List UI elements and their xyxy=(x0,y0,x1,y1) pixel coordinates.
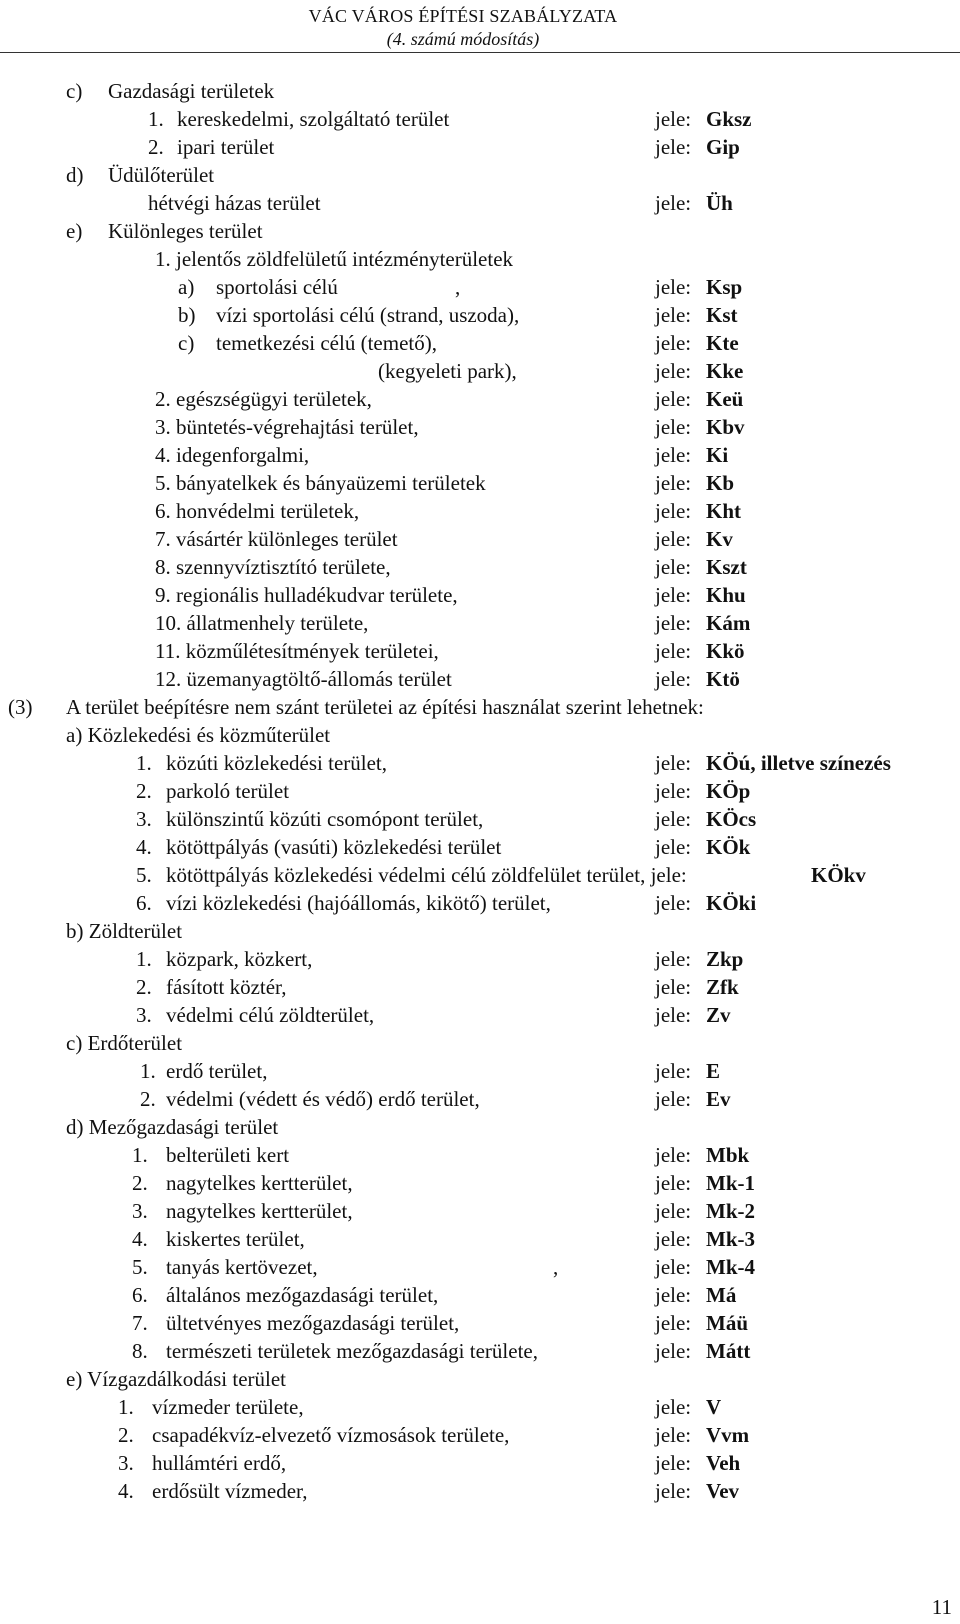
line-text: jele: xyxy=(655,443,692,467)
line-text: jele: xyxy=(655,555,692,579)
document-subtitle: (4. számú módosítás) xyxy=(386,29,540,49)
zone-code: Kám xyxy=(706,611,751,635)
line-text: 11. közműlétesítmények területei, xyxy=(155,639,439,663)
document-line xyxy=(0,693,960,721)
zone-code: KÖp xyxy=(706,779,751,803)
line-text: közpark, közkert, xyxy=(166,947,313,971)
zone-code: KÖú, illetve színezés xyxy=(706,751,891,775)
line-text: parkoló terület xyxy=(166,779,290,803)
document-line xyxy=(0,805,960,833)
document-line xyxy=(0,1001,960,1029)
zone-code: KÖkv xyxy=(811,863,866,887)
zone-code: Vvm xyxy=(706,1423,750,1447)
line-text: 1. xyxy=(136,947,152,971)
zone-code: Máü xyxy=(706,1311,748,1335)
line-text: vízmeder területe, xyxy=(152,1395,304,1419)
line-text: különszintű közúti csomópont terület, xyxy=(166,807,484,831)
line-text: jele: xyxy=(655,415,692,439)
line-text: jele: xyxy=(655,947,692,971)
zone-code: Kte xyxy=(706,331,739,355)
line-text: jele: xyxy=(655,807,692,831)
document-line xyxy=(0,1337,960,1365)
document-line xyxy=(0,245,960,273)
line-text: 2. xyxy=(136,779,152,803)
zone-code: Kkö xyxy=(706,639,745,663)
line-text: jele: xyxy=(655,331,692,355)
document-line xyxy=(0,385,960,413)
zone-code: Kht xyxy=(706,499,742,523)
line-text: 1. xyxy=(132,1143,148,1167)
line-text: védelmi célú zöldterület, xyxy=(166,1003,375,1027)
line-text: természeti területek mezőgazdasági területe, xyxy=(166,1339,538,1363)
line-text: jele: xyxy=(655,527,692,551)
line-text: 1. xyxy=(118,1395,134,1419)
line-text: 2. xyxy=(132,1171,148,1195)
header-rule xyxy=(0,52,960,53)
line-text: jele: xyxy=(655,359,692,383)
line-text: jele: xyxy=(655,1227,692,1251)
line-text: jele: xyxy=(655,975,692,999)
line-text: jele: xyxy=(655,1087,692,1111)
line-text: ipari terület xyxy=(177,135,275,159)
zone-code: Vev xyxy=(706,1479,740,1503)
line-text: jele: xyxy=(655,1059,692,1083)
line-text: általános mezőgazdasági terület, xyxy=(166,1283,439,1307)
document-line xyxy=(0,1449,960,1477)
zone-code: KÖcs xyxy=(706,807,757,831)
document-line xyxy=(0,1169,960,1197)
line-text: e) Vízgazdálkodási terület xyxy=(66,1367,287,1391)
line-text: kötöttpályás (vasúti) közlekedési terület xyxy=(166,835,502,859)
line-text: 3. xyxy=(118,1451,134,1475)
document-line xyxy=(0,1029,960,1057)
zone-code: Ev xyxy=(706,1087,731,1111)
document-title: VÁC VÁROS ÉPÍTÉSI SZABÁLYZATA xyxy=(308,6,618,26)
zone-code: E xyxy=(706,1059,721,1083)
line-text: 4. idegenforgalmi, xyxy=(155,443,310,467)
line-text: vízi közlekedési (hajóállomás, kikötő) terület, xyxy=(166,891,551,915)
zone-code: Mátt xyxy=(706,1339,751,1363)
zone-code: Gip xyxy=(706,135,740,159)
line-text: jele: xyxy=(655,275,692,299)
zone-code: Kv xyxy=(706,527,733,551)
document-line xyxy=(0,581,960,609)
line-text: jele: xyxy=(655,1451,692,1475)
zone-code: Zv xyxy=(706,1003,731,1027)
document-line xyxy=(0,357,960,385)
zone-code: KÖki xyxy=(706,891,757,915)
line-text: nagytelkes kertterület, xyxy=(166,1199,353,1223)
line-text: , xyxy=(553,1255,559,1279)
line-text: jele: xyxy=(655,1143,692,1167)
document-line xyxy=(0,1085,960,1113)
document-line xyxy=(0,1225,960,1253)
document-line xyxy=(0,917,960,945)
document-line xyxy=(0,161,960,189)
zone-code: Veh xyxy=(706,1451,741,1475)
zone-code: Má xyxy=(706,1283,737,1307)
document-line xyxy=(0,1113,960,1141)
line-text: vízi sportolási célú (strand, uszoda), xyxy=(216,303,520,327)
line-text: jele: xyxy=(655,1171,692,1195)
line-text: közúti közlekedési terület, xyxy=(166,751,388,775)
line-text: 8. xyxy=(132,1339,148,1363)
line-text: fásított köztér, xyxy=(166,975,287,999)
line-text: 2. xyxy=(140,1087,156,1111)
line-text: jele: xyxy=(655,1311,692,1335)
line-text: 2. egészségügyi területek, xyxy=(155,387,372,411)
line-text: belterületi kert xyxy=(166,1143,290,1167)
line-text: jele: xyxy=(655,1199,692,1223)
zone-code: Mk-1 xyxy=(706,1171,755,1195)
line-text: 7. vásártér különleges terület xyxy=(155,527,398,551)
line-text: 3. xyxy=(132,1199,148,1223)
line-text: d) xyxy=(66,163,84,187)
line-text: Gazdasági területek xyxy=(108,79,275,103)
document-line xyxy=(0,777,960,805)
document-line xyxy=(0,1141,960,1169)
document-line xyxy=(0,861,960,889)
document-line xyxy=(0,973,960,1001)
document-line xyxy=(0,273,960,301)
line-text: tanyás kertövezet, xyxy=(166,1255,318,1279)
document-line xyxy=(0,217,960,245)
document-line xyxy=(0,301,960,329)
document-line xyxy=(0,889,960,917)
line-text: 9. regionális hulladékudvar területe, xyxy=(155,583,458,607)
line-text: 5. xyxy=(136,863,152,887)
document-line xyxy=(0,525,960,553)
line-text: hétvégi házas terület xyxy=(148,191,321,215)
line-text: 4. xyxy=(118,1479,134,1503)
line-text: 3. büntetés-végrehajtási terület, xyxy=(155,415,419,439)
line-text: jele: xyxy=(655,835,692,859)
line-text: e) xyxy=(66,219,83,243)
line-text: jele: xyxy=(655,135,692,159)
line-text: ültetvényes mezőgazdasági terület, xyxy=(166,1311,460,1335)
line-text: 5. bányatelkek és bányaüzemi területek xyxy=(155,471,486,495)
line-text: temetkezési célú (temető), xyxy=(216,331,437,355)
zone-code: Mbk xyxy=(706,1143,750,1167)
zone-code: Kbv xyxy=(706,415,745,439)
line-text: jele: xyxy=(655,303,692,327)
line-text: 7. xyxy=(132,1311,148,1335)
line-text: jele: xyxy=(655,779,692,803)
zone-code: Mk-2 xyxy=(706,1199,755,1223)
document-line xyxy=(0,721,960,749)
zone-code: KÖk xyxy=(706,835,751,859)
line-text: , xyxy=(455,275,461,299)
line-text: 4. xyxy=(136,835,152,859)
zone-code: Üh xyxy=(706,191,733,215)
document-line xyxy=(0,497,960,525)
document-line xyxy=(0,1253,960,1281)
document-line xyxy=(0,1365,960,1393)
zone-code: Kke xyxy=(706,359,744,383)
line-text: jele: xyxy=(655,387,692,411)
line-text: 10. állatmenhely területe, xyxy=(155,611,369,635)
document-line xyxy=(0,833,960,861)
zone-code: Keü xyxy=(706,387,744,411)
line-text: 12. üzemanyagtöltő-állomás terület xyxy=(155,667,452,691)
zone-code: V xyxy=(706,1395,722,1419)
zone-code: Ksp xyxy=(706,275,743,299)
line-text: 2. xyxy=(136,975,152,999)
line-text: 6. honvédelmi területek, xyxy=(155,499,360,523)
zone-code: Ktö xyxy=(706,667,740,691)
line-text: jele: xyxy=(655,1255,692,1279)
line-text: kereskedelmi, szolgáltató terület xyxy=(177,107,450,131)
page-number: 11 xyxy=(931,1595,952,1619)
line-text: b) Zöldterület xyxy=(66,919,183,943)
line-text: 6. xyxy=(132,1283,148,1307)
line-text: c) Erdőterület xyxy=(66,1031,183,1055)
zone-code: Kb xyxy=(706,471,735,495)
line-text: kötöttpályás közlekedési védelmi célú zöldfelület terület, jele: xyxy=(166,863,687,887)
line-text: jele: xyxy=(655,667,692,691)
line-text: c) xyxy=(178,331,195,355)
line-text: (kegyeleti park), xyxy=(378,359,517,383)
line-text: (3) xyxy=(8,695,33,719)
line-text: csapadékvíz-elvezető vízmosások területe, xyxy=(152,1423,510,1447)
document-line xyxy=(0,413,960,441)
line-text: A terület beépítésre nem szánt területei az építési használat szerint lehetnek: xyxy=(66,695,704,719)
document-line xyxy=(0,441,960,469)
line-text: jele: xyxy=(655,191,692,215)
document-line xyxy=(0,609,960,637)
line-text: sportolási célú xyxy=(216,275,338,299)
line-text: 2. xyxy=(148,135,164,159)
line-text: jele: xyxy=(655,751,692,775)
zone-code: Zfk xyxy=(706,975,739,999)
line-text: jele: xyxy=(655,1395,692,1419)
line-text: jele: xyxy=(655,1003,692,1027)
document-line xyxy=(0,329,960,357)
line-text: jele: xyxy=(655,639,692,663)
line-text: jele: xyxy=(655,1339,692,1363)
line-text: védelmi (védett és védő) erdő terület, xyxy=(166,1087,480,1111)
line-text: 2. xyxy=(118,1423,134,1447)
document-line xyxy=(0,665,960,693)
line-text: b) xyxy=(178,303,196,327)
line-text: erdő terület, xyxy=(166,1059,268,1083)
document-line xyxy=(0,1309,960,1337)
document-line xyxy=(0,749,960,777)
zone-code: Mk-3 xyxy=(706,1227,755,1251)
document-line xyxy=(0,1281,960,1309)
line-text: 3. xyxy=(136,1003,152,1027)
line-text: jele: xyxy=(655,1423,692,1447)
line-text: 5. xyxy=(132,1255,148,1279)
line-text: d) Mezőgazdasági terület xyxy=(66,1115,279,1139)
document-line xyxy=(0,77,960,105)
line-text: jele: xyxy=(655,499,692,523)
line-text: jele: xyxy=(655,891,692,915)
document-line xyxy=(0,553,960,581)
line-text: jele: xyxy=(655,107,692,131)
document-line xyxy=(0,189,960,217)
line-text: jele: xyxy=(655,1479,692,1503)
zone-code: Ki xyxy=(706,443,729,467)
document-line xyxy=(0,945,960,973)
line-text: a) Közlekedési és közműterület xyxy=(66,723,331,747)
line-text: c) xyxy=(66,79,83,103)
document-line xyxy=(0,469,960,497)
document-line xyxy=(0,1421,960,1449)
line-text: Üdülőterület xyxy=(108,163,215,187)
line-text: jele: xyxy=(655,471,692,495)
line-text: erdősült vízmeder, xyxy=(152,1479,308,1503)
line-text: jele: xyxy=(655,611,692,635)
zone-code: Kst xyxy=(706,303,738,327)
line-text: a) xyxy=(178,275,195,299)
zone-code: Zkp xyxy=(706,947,744,971)
zone-code: Kszt xyxy=(706,555,747,579)
document-line xyxy=(0,133,960,161)
line-text: Különleges terület xyxy=(108,219,263,243)
document-line xyxy=(0,1197,960,1225)
page-header xyxy=(0,2,960,54)
line-text: nagytelkes kertterület, xyxy=(166,1171,353,1195)
line-text: kiskertes terület, xyxy=(166,1227,305,1251)
line-text: 6. xyxy=(136,891,152,915)
document-line xyxy=(0,1057,960,1085)
document-line xyxy=(0,1477,960,1505)
zone-code: Gksz xyxy=(706,107,752,131)
line-text: 3. xyxy=(136,807,152,831)
line-text: 8. szennyvíztisztító területe, xyxy=(155,555,391,579)
line-text: 1. jelentős zöldfelületű intézményterületek xyxy=(155,247,514,271)
zone-code: Mk-4 xyxy=(706,1255,755,1279)
line-text: 4. xyxy=(132,1227,148,1251)
line-text: jele: xyxy=(655,583,692,607)
document-line xyxy=(0,105,960,133)
line-text: 1. xyxy=(136,751,152,775)
line-text: 1. xyxy=(140,1059,156,1083)
document-line xyxy=(0,637,960,665)
line-text: hullámtéri erdő, xyxy=(152,1451,287,1475)
line-text: jele: xyxy=(655,1283,692,1307)
document-line xyxy=(0,1393,960,1421)
line-text: 1. xyxy=(148,107,164,131)
zone-code: Khu xyxy=(706,583,746,607)
